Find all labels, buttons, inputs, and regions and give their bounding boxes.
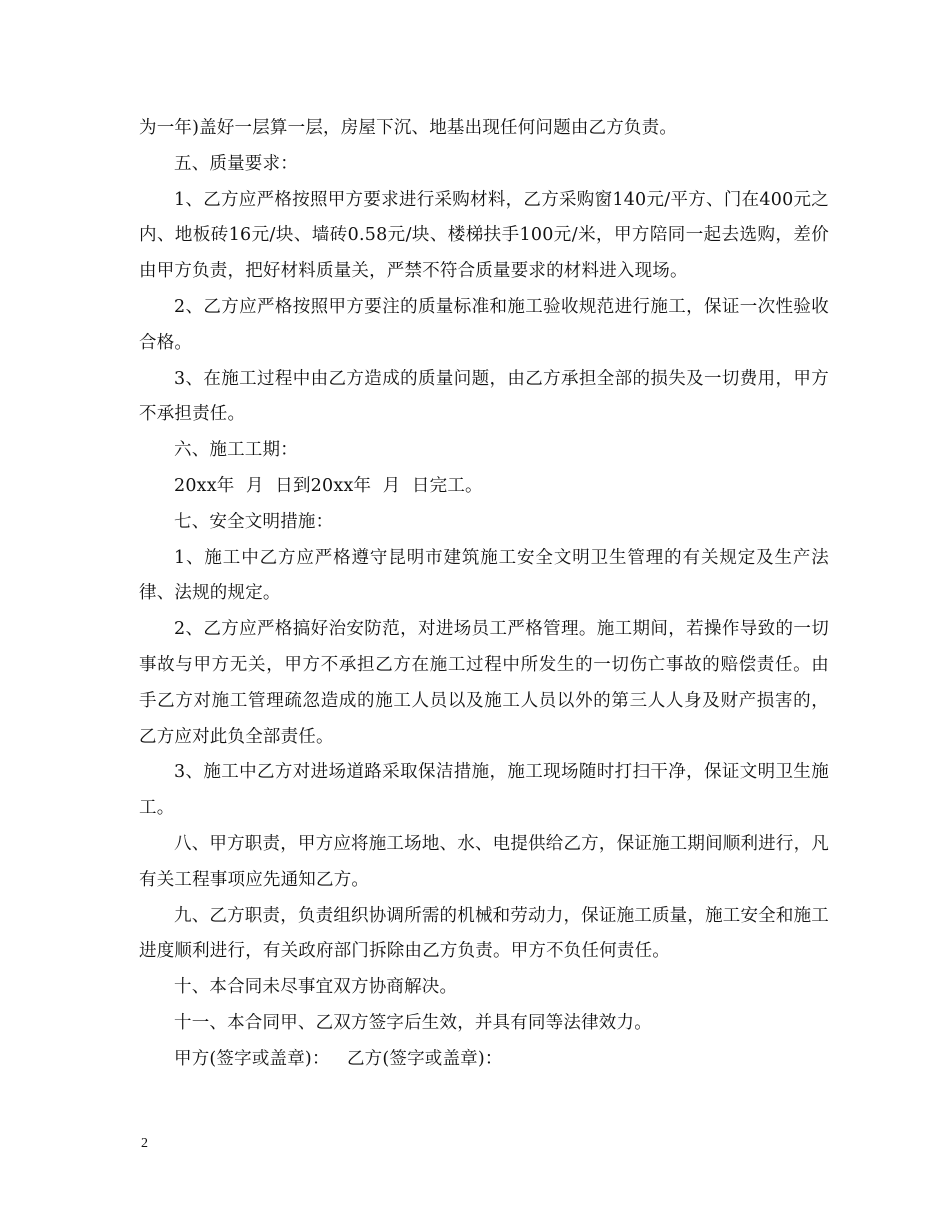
paragraph-quality-1: 1、乙方应严格按照甲方要求进行采购材料，乙方采购窗140元/平方、门在400元之内、地板砖16元/块、墙砖0.58元/块、楼梯扶手100元/米，甲方陪同一起去选购，差价由甲方负责，把好材料质量关，严禁不符合质量要求的材料进入现场。 xyxy=(139,189,829,282)
section-heading-quality: 五、质量要求： xyxy=(174,153,298,174)
page-number: 2 xyxy=(141,1136,148,1151)
paragraph-unresolved-matters: 十、本合同未尽事宜双方协商解决。 xyxy=(174,977,458,998)
section-heading-schedule: 六、施工工期： xyxy=(174,440,298,461)
paragraph-safety-3: 3、施工中乙方对进场道路采取保洁措施，施工现场随时打扫干净，保证文明卫生施工。 xyxy=(139,762,829,819)
paragraph-effectiveness: 十一、本合同甲、乙双方签字后生效，并具有同等法律效力。 xyxy=(174,1012,652,1033)
paragraph-party-a-duties: 八、甲方职责，甲方应将施工场地、水、电提供给乙方，保证施工期间顺利进行，凡有关工程事项应先通知乙方。 xyxy=(139,833,829,890)
paragraph-schedule: 20xx年 月 日到20xx年 月 日完工。 xyxy=(174,475,483,496)
paragraph-party-b-duties: 九、乙方职责，负责组织协调所需的机械和劳动力，保证施工质量，施工安全和施工进度顺利进行，有关政府部门拆除由乙方负责。甲方不负任何责任。 xyxy=(139,905,829,962)
document-body xyxy=(139,111,829,1078)
paragraph-quality-2: 2、乙方应严格按照甲方要注的质量标准和施工验收规范进行施工，保证一次性验收合格。 xyxy=(139,296,829,353)
paragraph-continuation: 为一年)盖好一层算一层，房屋下沉、地基出现任何问题由乙方负责。 xyxy=(139,118,678,138)
section-heading-safety: 七、安全文明措施： xyxy=(174,511,334,532)
paragraph-safety-2: 2、乙方应严格搞好治安防范，对进场员工严格管理。施工期间，若操作导致的一切事故与甲方无关，甲方不承担乙方在施工过程中所发生的一切伤亡事故的赔偿责任。由手乙方对施工管理疏忽造成的施工人员以及施工人员以外的第三人人身及财产损害的，乙方应对此负全部责任。 xyxy=(139,619,829,747)
paragraph-quality-3: 3、在施工过程中由乙方造成的质量问题，由乙方承担全部的损失及一切费用，甲方不承担责任。 xyxy=(139,368,829,425)
signature-line: 甲方(签字或盖章)： 乙方(签字或盖章)： xyxy=(174,1048,503,1069)
paragraph-safety-1: 1、施工中乙方应严格遵守昆明市建筑施工安全文明卫生管理的有关规定及生产法律、法规的规定。 xyxy=(139,547,829,604)
